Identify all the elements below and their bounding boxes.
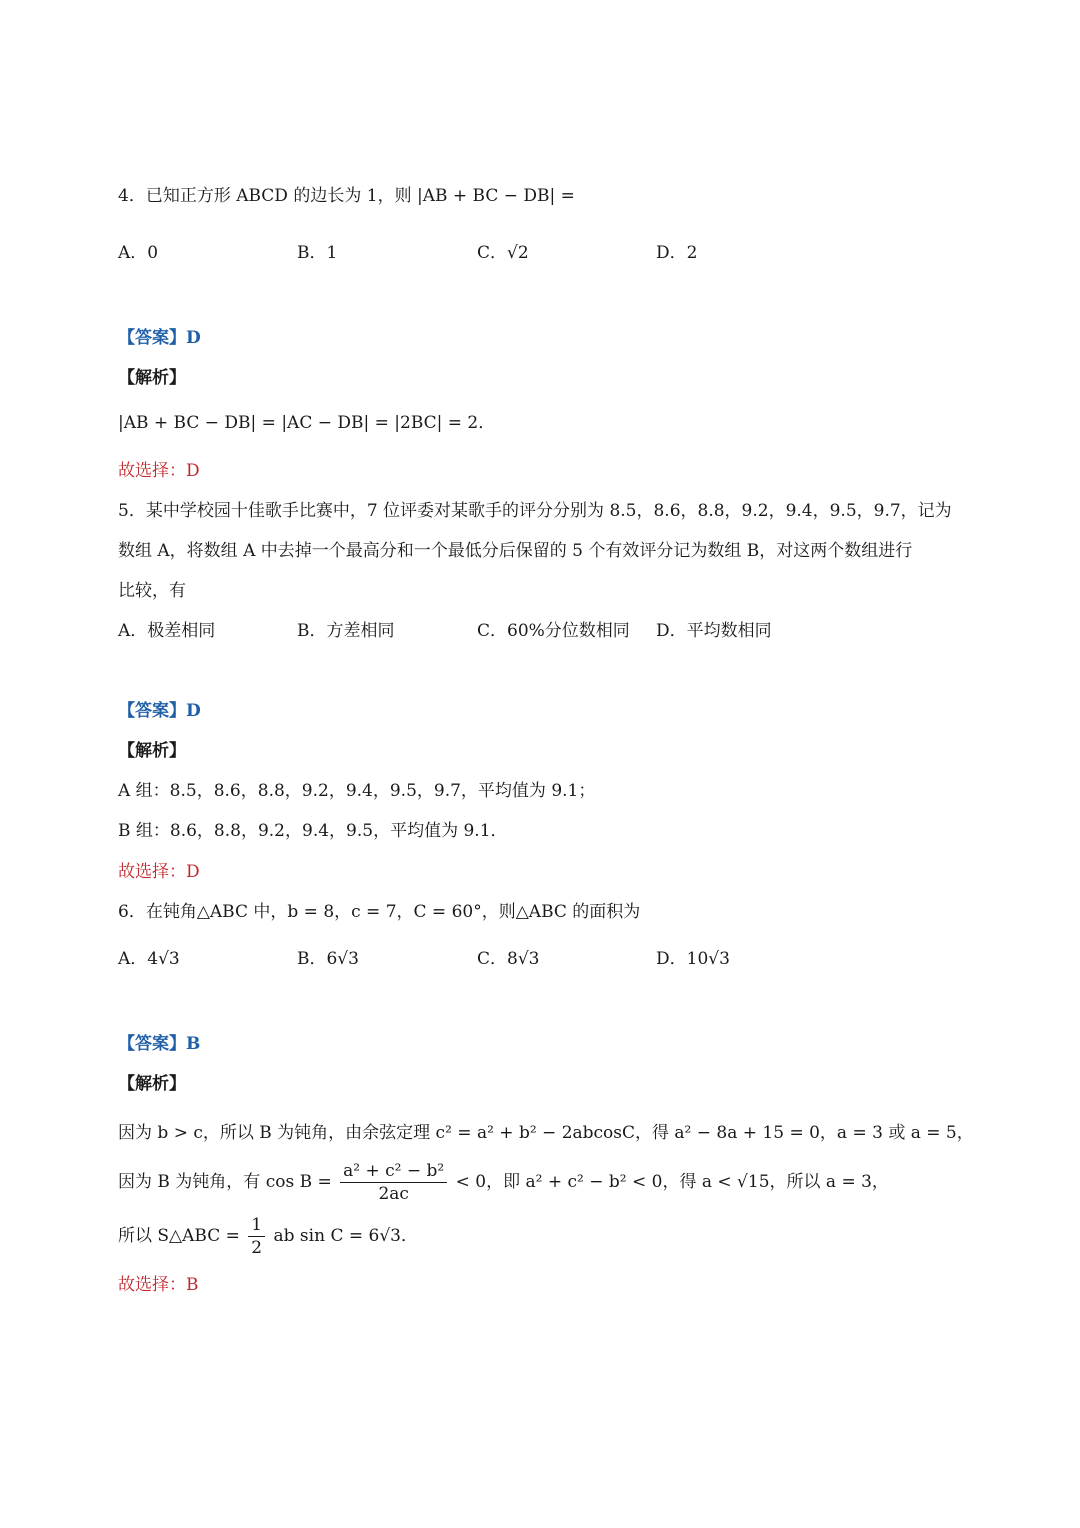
half-denominator: 2 — [251, 1238, 263, 1258]
half-numerator: 1 — [248, 1214, 265, 1237]
q6-option-a: A．4√3 — [118, 949, 180, 969]
q6-option-c: C．8√3 — [477, 949, 540, 969]
q5-analysis-label: 【解析】 — [118, 741, 186, 761]
q5-stem-line1: 5．某中学校园十佳歌手比赛中，7 位评委对某歌手的评分分别为 8.5，8.6，8.8，9.2，9.4，9.5，9.7，记为 — [118, 501, 952, 521]
q6-conclusion: 故选择：B — [118, 1275, 199, 1295]
q5-analysis-line1: A 组：8.5，8.6，8.8，9.2，9.4，9.5，9.7，平均值为 9.1； — [118, 781, 596, 801]
q6-analysis-line2-post: < 0，即 a² + c² − b² < 0，得 a < √15，所以 a = 3， — [455, 1172, 889, 1192]
q6-analysis-label: 【解析】 — [118, 1074, 186, 1094]
q4-analysis-label: 【解析】 — [118, 368, 186, 388]
q6-stem: 6．在钝角△ABC 中，b = 8，c = 7，C = 60°，则△ABC 的面积为 — [118, 902, 641, 922]
q5-option-a: A．极差相同 — [118, 621, 216, 641]
q4-option-c: C．√2 — [477, 243, 529, 263]
q5-option-d: D．平均数相同 — [656, 621, 772, 641]
q4-option-d: D．2 — [656, 243, 698, 263]
q4-option-b: B．1 — [297, 243, 338, 263]
q5-stem-line2: 数组 A，将数组 A 中去掉一个最高分和一个最低分后保留的 5 个有效评分记为数组 B，对这两个数组进行 — [118, 541, 913, 561]
q6-analysis-line2-pre: 因为 B 为钝角，有 cos B = — [118, 1172, 332, 1192]
q6-analysis-line1: 因为 b > c，所以 B 为钝角，由余弦定理 c² = a² + b² − 2abcosC，得 a² − 8a + 15 = 0，a = 3 或 a = 5， — [118, 1123, 974, 1143]
q5-option-b: B．方差相同 — [297, 621, 395, 641]
q5-stem-line3: 比较，有 — [118, 581, 186, 601]
q5-answer: 【答案】D — [118, 701, 201, 721]
q6-analysis-line3-pre: 所以 S△ABC = — [118, 1226, 240, 1246]
q6-answer: 【答案】B — [118, 1034, 201, 1054]
q5-analysis-line2: B 组：8.6，8.8，9.2，9.4，9.5，平均值为 9.1． — [118, 821, 508, 841]
q6-option-b: B．6√3 — [297, 949, 359, 969]
q5-conclusion: 故选择：D — [118, 862, 200, 882]
q4-answer: 【答案】D — [118, 328, 201, 348]
q4-conclusion: 故选择：D — [118, 461, 200, 481]
q4-analysis: |AB + BC − DB| = |AC − DB| = |2BC| = 2． — [118, 413, 496, 433]
cos-b-denominator: 2ac — [378, 1184, 409, 1204]
cos-b-numerator: a² + c² − b² — [340, 1160, 447, 1183]
q4-stem: 4．已知正方形 ABCD 的边长为 1，则 |AB + BC − DB| = — [118, 186, 575, 206]
q4-option-a: A．0 — [118, 243, 159, 263]
q6-option-d: D．10√3 — [656, 949, 730, 969]
q5-option-c: C．60%分位数相同 — [477, 621, 630, 641]
q6-analysis-line3-post: ab sin C = 6√3． — [273, 1226, 418, 1246]
cos-b-fraction — [340, 1160, 447, 1205]
half-fraction — [248, 1214, 265, 1259]
q6-analysis-line3 — [118, 1214, 418, 1259]
q6-analysis-line2 — [118, 1160, 889, 1205]
